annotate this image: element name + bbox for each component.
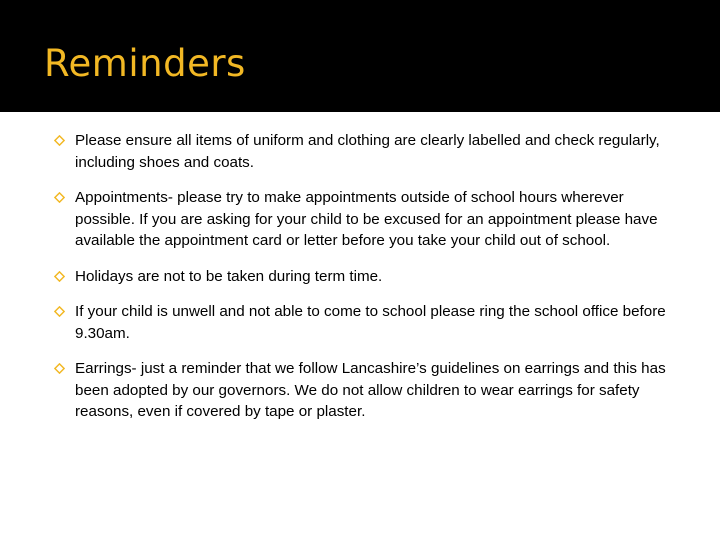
diamond-bullet-icon xyxy=(54,271,65,282)
diamond-bullet-icon xyxy=(54,363,65,374)
diamond-bullet-icon xyxy=(54,135,65,146)
slide-title: Reminders xyxy=(44,42,246,85)
list-item xyxy=(54,130,684,173)
list-item xyxy=(54,266,684,288)
list-item xyxy=(54,358,684,423)
list-item-text: Please ensure all items of uniform and clothing are clearly labelled and check regularly, including shoes and coats. xyxy=(75,132,660,171)
list-item-text: If your child is unwell and not able to come to school please ring the school office before 9.30am. xyxy=(75,303,666,342)
diamond-bullet-icon xyxy=(54,306,65,317)
title-bar xyxy=(0,0,720,112)
diamond-bullet-icon xyxy=(54,192,65,203)
list-item-text: Earrings- just a reminder that we follow Lancashire’s guidelines on earrings and this has been adopted by our governors. We do not allow children to wear earrings for safety reasons, even if covered by tape or plaster. xyxy=(75,360,666,420)
list-item-text: Appointments- please try to make appointments outside of school hours wherever possible. If you are asking for your child to be excused for an appointment please have available the appointment card or letter before you take your child out of school. xyxy=(75,189,658,249)
list-item xyxy=(54,187,684,252)
list-item-text: Holidays are not to be taken during term time. xyxy=(75,267,383,285)
reminder-list xyxy=(54,130,684,423)
list-item xyxy=(54,301,684,344)
